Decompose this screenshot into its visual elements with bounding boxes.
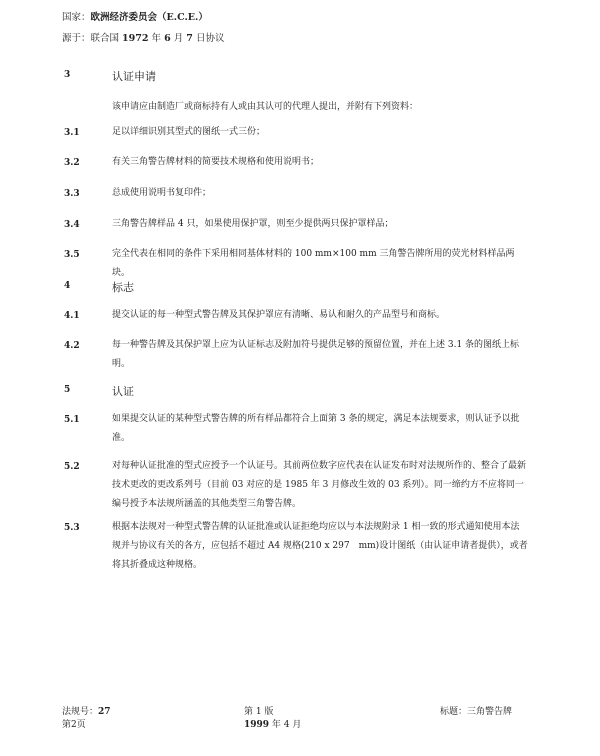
clause-text-4-1: 提交认证的每一种型式警告牌及其保护罩应有清晰、易认和耐久的产品型号和商标。 xyxy=(112,310,446,320)
clause-text-5-1: 如果提交认证的某种型式警告牌的所有样品都符合上面第 3 条的规定，满足本法规要求，则认证予以批准。 xyxy=(112,414,520,443)
clause-number-4-1: 4.1 xyxy=(64,311,80,321)
clause-number-3-2: 3.2 xyxy=(64,158,80,168)
clause-text-3-5: 完全代表在相同的条件下采用相同基体材料的 100 mm×100 mm 三角警告牌所用的荧光材料样品两块。 xyxy=(112,249,515,278)
header-source-month: 6 xyxy=(164,33,171,44)
clause-text-3-4: 三角警告牌样品 4 只，如果使用保护罩，则至少提供两只保护罩样品； xyxy=(112,219,394,229)
header-country-label: 国家： xyxy=(62,12,91,23)
clause-text-4-2: 每一种警告牌及其保护罩上应为认证标志及附加符号提供足够的预留位置，并在上述 3.1 条的图纸上标明。 xyxy=(112,340,520,369)
clause-number-3-5: 3.5 xyxy=(64,250,80,260)
header-source-day: 7 xyxy=(186,33,193,44)
section-title-4: 标志 xyxy=(112,281,134,294)
section-number-4: 4 xyxy=(64,281,71,291)
section-number-3: 3 xyxy=(64,70,71,80)
clause-text-3-3: 总成使用说明书复印件； xyxy=(112,188,212,198)
header-country-value: 欧洲经济委员会（E.C.E.） xyxy=(90,12,208,23)
clause-text-5-3: 根据本法规对一种型式警告牌的认证批准或认证拒绝均应以与本法规附录 1 相一致的形式通知使用本法规并与协议有关的各方，应包括不超过 A4 规格(210 x 297 mm)设计图纸（由认证申请者提供），或者将其折叠成这种规格。 xyxy=(112,522,528,570)
clause-number-5-3: 5.3 xyxy=(64,523,80,533)
section-title-5: 认证 xyxy=(112,385,134,398)
section-intro-3: 该申请应由制造厂或商标持有人或由其认可的代理人提出，并附有下列资料： xyxy=(112,102,419,112)
footer-edition: 第 1 版 xyxy=(244,707,274,717)
header-source-text: 源于：联合国 xyxy=(62,33,120,44)
footer-date-year: 1999 xyxy=(244,720,270,730)
header-source-year: 1972 xyxy=(122,33,149,44)
clause-number-3-4: 3.4 xyxy=(64,220,80,230)
header-source-text-month-unit: 月 xyxy=(173,33,184,44)
footer-regulation-number: 27 xyxy=(98,707,111,717)
footer-date xyxy=(244,717,301,730)
footer-regulation-label: 法规号： xyxy=(62,707,99,717)
header-source xyxy=(62,30,224,44)
footer-regulation xyxy=(62,704,111,717)
header-country xyxy=(62,9,208,23)
footer-title: 标题：三角警告牌 xyxy=(440,707,513,717)
header-source-text-year-unit: 年 xyxy=(151,33,162,44)
clause-number-4-2: 4.2 xyxy=(64,341,80,351)
header-source-text-day-unit: 日协议 xyxy=(195,33,225,44)
clause-text-5-2: 对每种认证批准的型式应授予一个认证号。其前两位数字应代表在认证发布时对法规所作的、整合了最新技术更改的更改系列号（目前 03 对应的是 1985 年 3 月修改生效的 03 系列）。同一缔约方不应将同一编号授予本法规所涵盖的其他类型三角警告牌。 xyxy=(112,461,527,509)
clause-text-3-2: 有关三角警告牌材料的简要技术规格和使用说明书； xyxy=(112,157,320,167)
clause-number-3-3: 3.3 xyxy=(64,189,80,199)
footer-page-number: 第2页 xyxy=(62,720,86,730)
section-title-3: 认证申请 xyxy=(112,70,156,83)
clause-number-5-1: 5.1 xyxy=(64,415,80,425)
clause-number-5-2: 5.2 xyxy=(64,462,80,472)
footer-date-month: 年 4 月 xyxy=(269,720,302,730)
section-number-5: 5 xyxy=(64,385,71,395)
clause-text-3-1: 足以详细识别其型式的图纸一式三份； xyxy=(112,127,266,137)
clause-number-3-1: 3.1 xyxy=(64,128,80,138)
